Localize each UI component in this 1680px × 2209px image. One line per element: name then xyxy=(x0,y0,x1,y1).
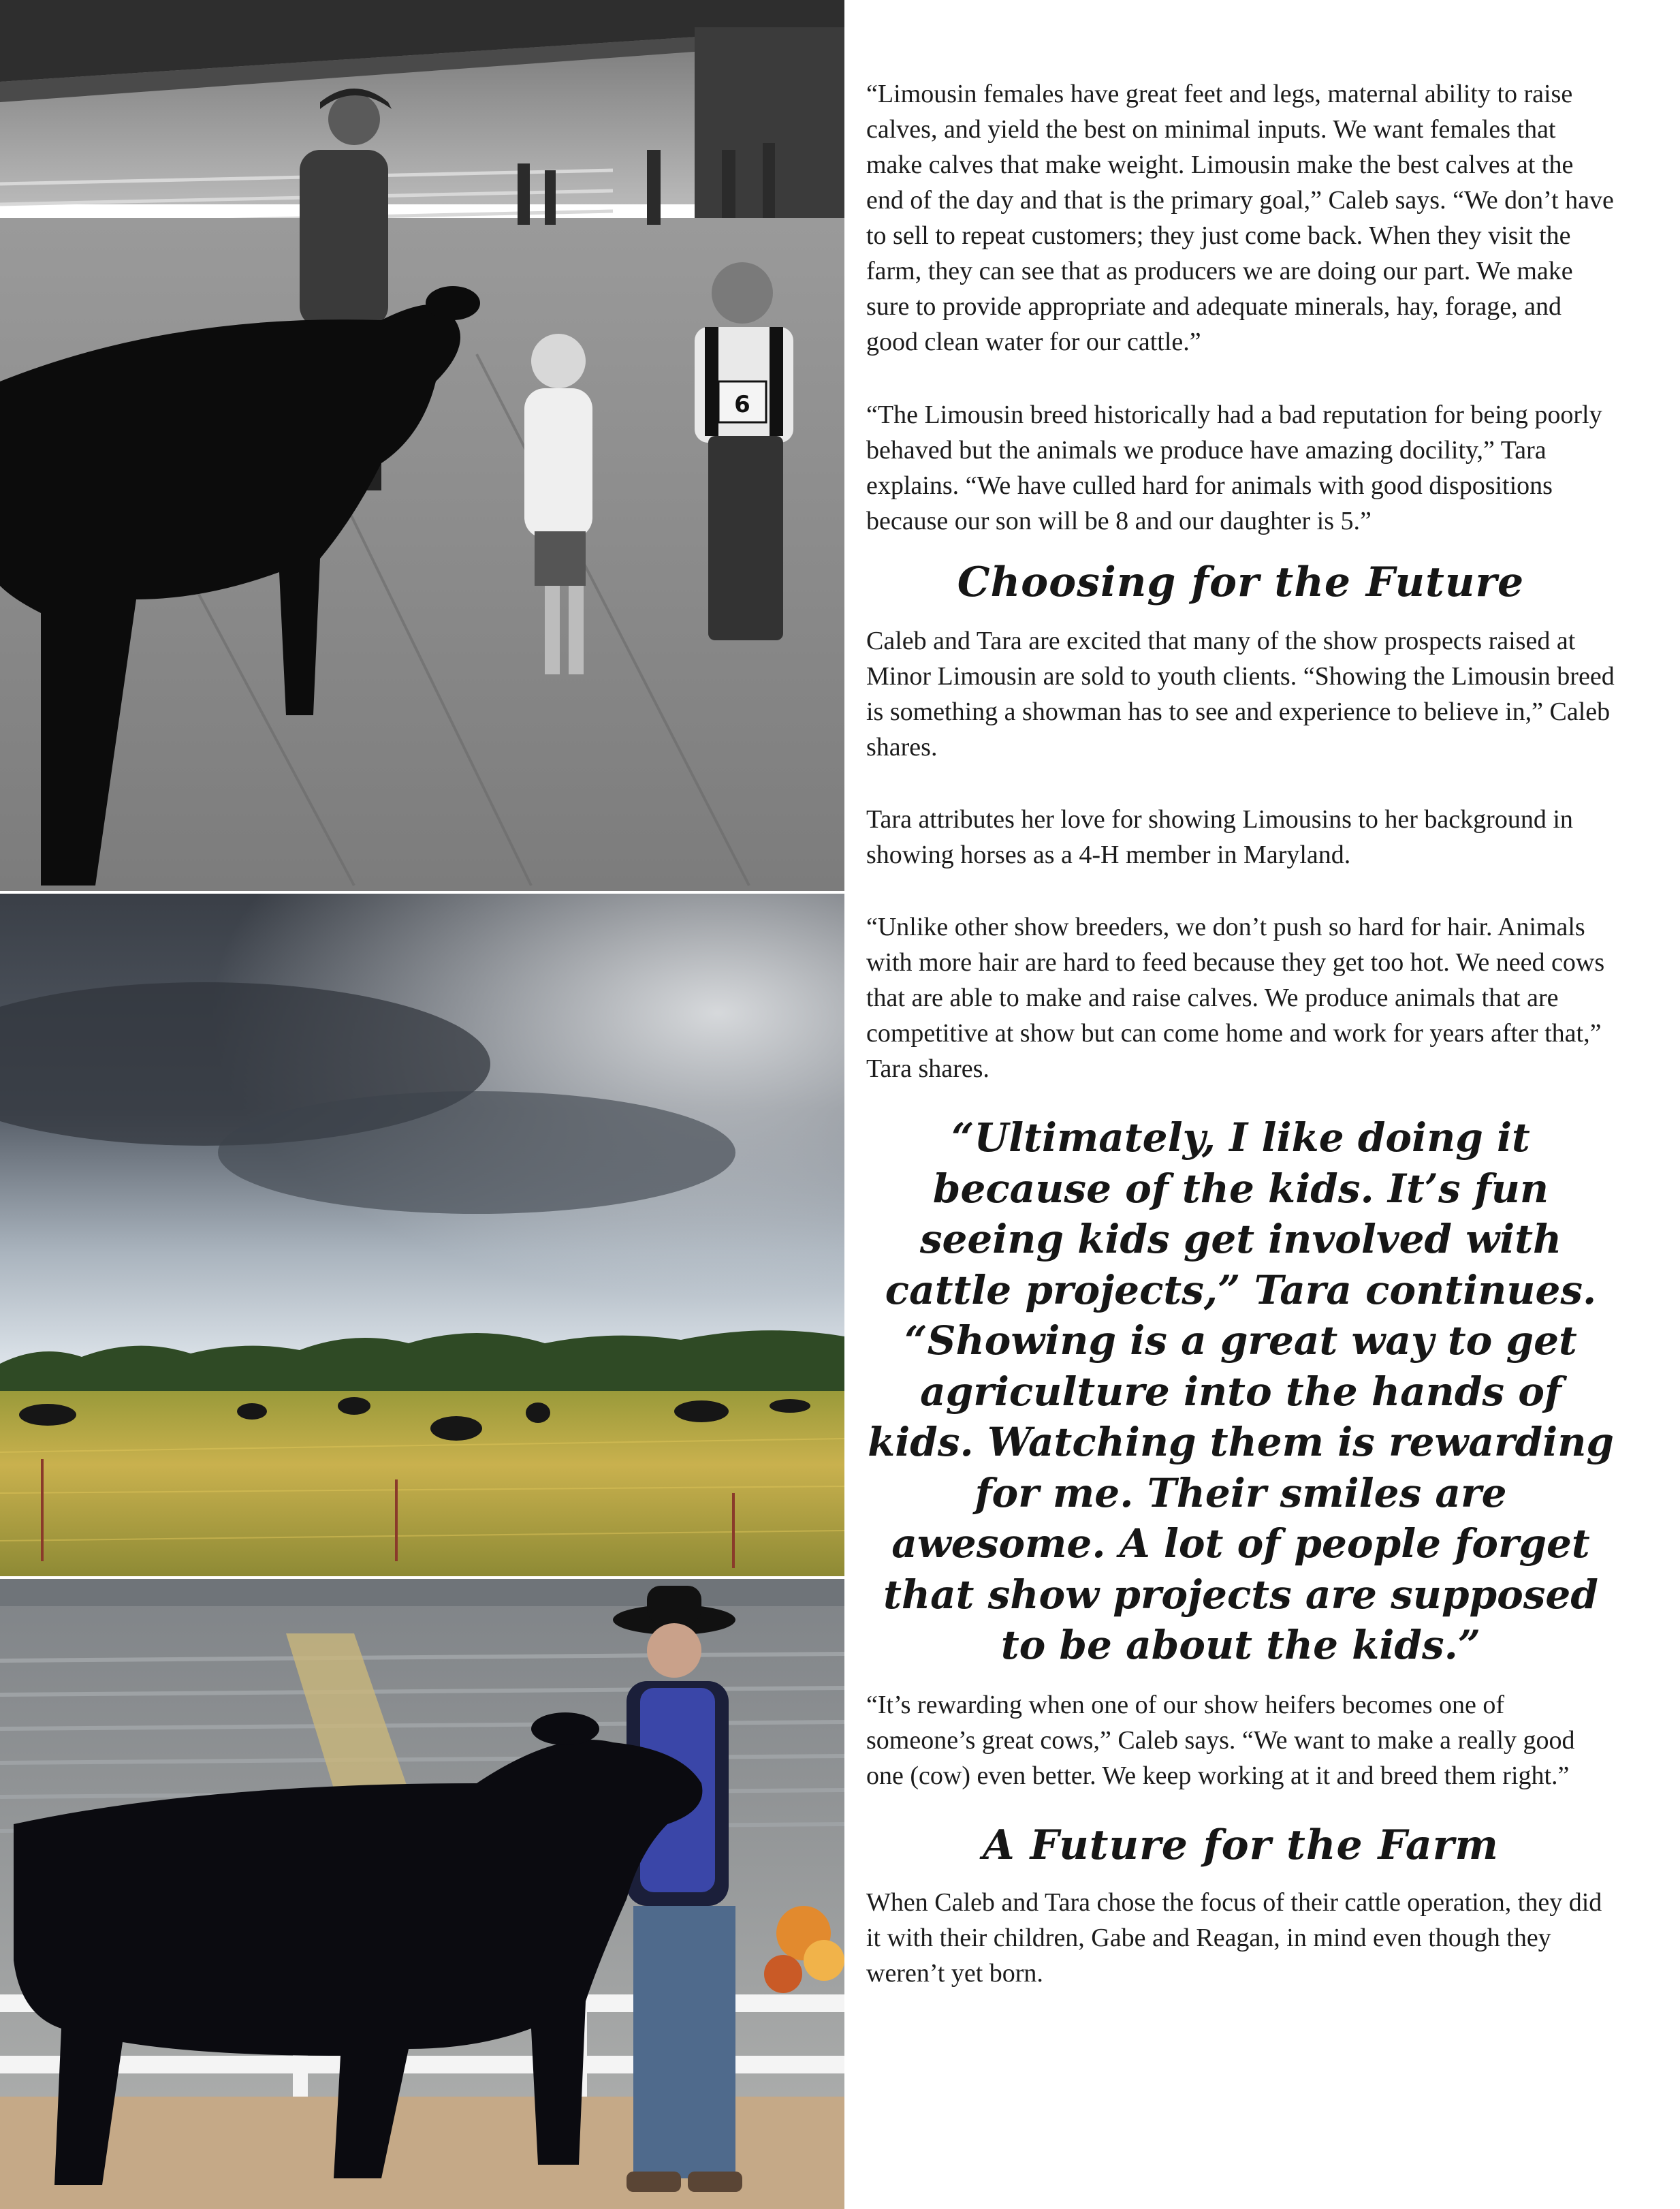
article-column xyxy=(866,76,1615,1991)
article-paragraph-6: “It’s rewarding when one of our show heifers becomes one of someone’s great cows,” Caleb says. “We want to make a really good one (cow) even better. We keep working at it and breed them right.” xyxy=(866,1690,1575,1790)
show-ring-photo-art xyxy=(0,1579,844,2209)
pasture-cattle-photo xyxy=(0,894,844,1576)
pull-quote: “Ultimately, I like doing it because of the kids. It’s fun seeing kids get involved with cattle projects,” Tara continues. “Showing is a great way to get agriculture into the hands of kids. Watching them is rewarding for me. Their smiles are awesome. A lot of people forget that show projects are supposed to be about the kids.” xyxy=(868,1114,1614,1668)
section-heading-future-farm: A Future for the Farm xyxy=(983,1821,1499,1869)
article-paragraph-2: “The Limousin breed historically had a bad reputation for being poorly behaved but the animals we produce have amazing docility,” Tara explains. “We have culled hard for animals with good dispositions because our son will be 8 and our daughter is 5.” xyxy=(866,401,1602,535)
article-paragraph-5: “Unlike other show breeders, we don’t push so hard for hair. Animals with more hair are hard to feed because they get too hot. We need cows that are able to make and raise calves. We produce animals that are competitive at show but can come home and work for years after that,” Tara shares. xyxy=(866,913,1605,1083)
article-paragraph-3: Caleb and Tara are excited that many of the show prospects raised at Minor Limousin are sold to youth clients. “Showing the Limousin breed is something a showman has to see and experience to believe in,” Caleb shares. xyxy=(866,627,1615,762)
section-heading-choosing: Choosing for the Future xyxy=(957,559,1525,606)
arena-walk-photo-art xyxy=(0,0,844,891)
show-ring-photo xyxy=(0,1579,844,2209)
pasture-cattle-photo-art xyxy=(0,894,844,1576)
arena-walk-photo xyxy=(0,0,844,891)
article-paragraph-7: When Caleb and Tara chose the focus of their cattle operation, they did it with their children, Gabe and Reagan, in mind even though they weren’t yet born. xyxy=(866,1887,1602,1988)
article-paragraph-4: Tara attributes her love for showing Limousins to her background in showing horses as a 4-H member in Maryland. xyxy=(866,805,1573,869)
article-paragraph-1: “Limousin females have great feet and legs, maternal ability to raise calves, and yield the best on minimal inputs. We want females that make calves that make weight. Limousin make the best calves at the end of the day and that is the primary goal,” Caleb says. “We don’t have to sell to repeat customers; they just come back. When they visit the farm, they can see that as producers we are doing our part. We make sure to provide appropriate and adequate minerals, hay, forage, and good clean water for our cattle.” xyxy=(866,80,1614,356)
jersey-number: 6 xyxy=(734,391,750,418)
